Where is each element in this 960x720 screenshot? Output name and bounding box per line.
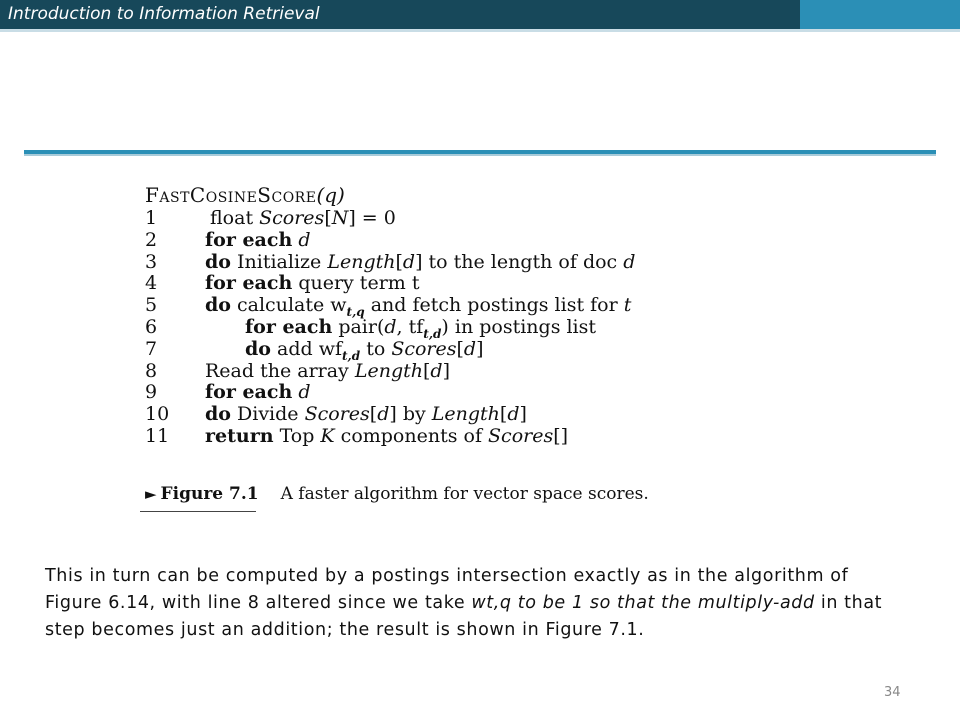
algorithm-arg: (q): [316, 183, 345, 207]
line-code: do calculate $w_{t,q}$ and fetch postings list for t: [205, 294, 632, 319]
body-paragraph: [45, 563, 905, 644]
line-code: for each pair(d, $tf_{t,d}$) in postings list: [245, 315, 597, 341]
algorithm-line-6: [145, 317, 805, 339]
line-number: 1: [145, 207, 158, 229]
algorithm-line-10: [145, 404, 805, 426]
line-code: do add $wf_{t,d}$ to Scores[d]: [245, 337, 484, 363]
line-number: 7: [145, 337, 158, 360]
line-code: for each query term t: [205, 272, 420, 295]
paragraph-text-end: in that step becomes just an addition; the result is shown in Figure 7.1.: [45, 593, 883, 640]
line-code: return Top K components of Scores[]: [205, 424, 569, 447]
line-code: for each d: [205, 228, 311, 251]
caption-text: A faster algorithm for vector space scores.: [280, 484, 649, 504]
line-code: for each d: [205, 381, 311, 404]
line-number: 5: [145, 294, 158, 317]
line-number: 11: [145, 424, 170, 447]
algorithm-line-9: [145, 382, 805, 404]
algorithm-line-7: [145, 339, 805, 361]
algorithm-line-1: [145, 208, 805, 230]
paragraph-text: This in turn can be computed by a postings intersection exactly as in the algorithm of Figure 6.14, with line 8 altered since we take: [45, 566, 849, 613]
algorithm-figure: [145, 182, 805, 448]
paragraph-italic-text: wt,q to be 1 so that the multiply-add: [471, 593, 815, 613]
caption-underline: [140, 511, 256, 512]
line-number: 10: [145, 403, 170, 426]
line-number: 2: [145, 228, 158, 251]
line-code: do Divide Scores[d] by Length[d]: [205, 403, 527, 426]
line-code: Read the array Length[d]: [205, 359, 450, 382]
algorithm-name: FastCosineScore: [145, 183, 317, 207]
algorithm-line-8: [145, 361, 805, 383]
algorithm-title: [145, 182, 805, 208]
line-code: float Scores[N] = 0: [210, 207, 396, 229]
caption-label: Figure 7.1: [160, 484, 259, 504]
algorithm-line-3: [145, 252, 805, 274]
page-number: 34: [884, 685, 901, 700]
section-divider-shadow: [24, 154, 936, 156]
figure-caption: [145, 484, 805, 504]
algorithm-line-4: [145, 273, 805, 295]
course-title: Introduction to Information Retrieval: [8, 4, 320, 24]
line-number: 4: [145, 272, 158, 295]
algorithm-line-5: [145, 295, 805, 317]
line-number: 3: [145, 250, 158, 273]
line-number: 8: [145, 359, 158, 382]
header-underline: [0, 29, 960, 32]
line-number: 6: [145, 315, 158, 338]
algorithm-line-2: [145, 230, 805, 252]
line-number: 9: [145, 381, 158, 404]
algorithm-line-11: [145, 426, 805, 448]
line-code: do Initialize Length[d] to the length of doc d: [205, 250, 636, 273]
header-accent-block: [800, 0, 960, 30]
caption-arrow-icon: ►: [145, 485, 157, 503]
